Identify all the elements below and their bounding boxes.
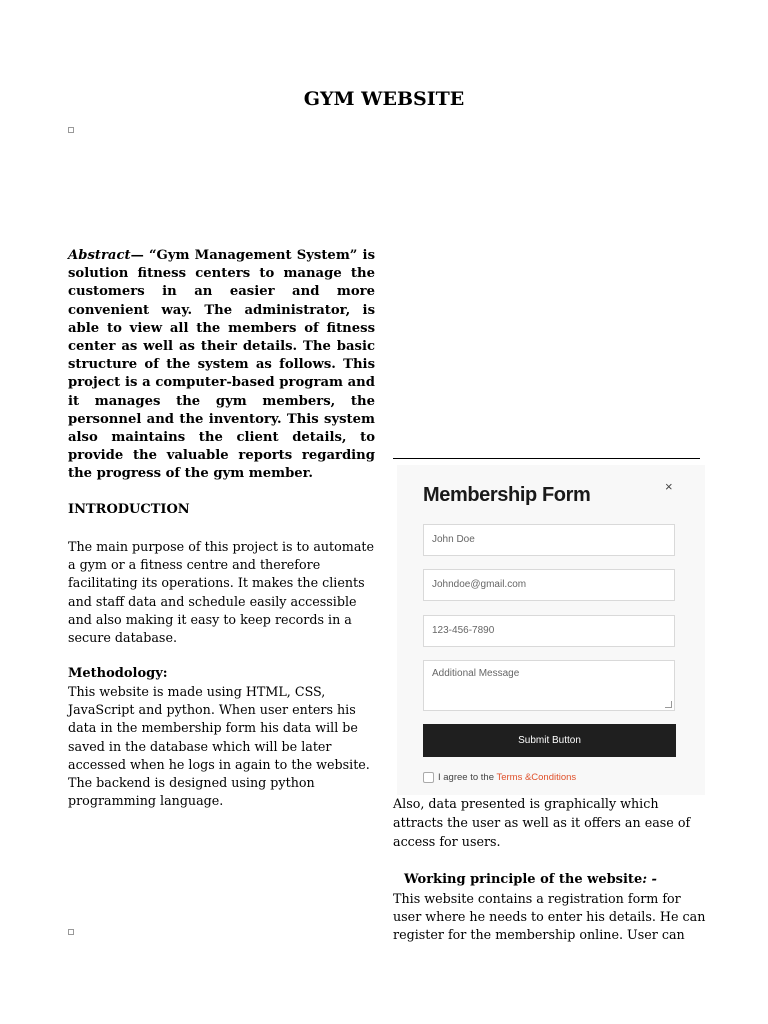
name-input[interactable] — [423, 524, 675, 556]
message-textarea[interactable] — [423, 660, 675, 711]
phone-input[interactable] — [423, 615, 675, 647]
bullet-marker-bottom — [68, 929, 74, 935]
email-input[interactable] — [423, 569, 675, 601]
methodology-text: This website is made using HTML, CSS, JavaScript and python. When user enters his data in the membership form his data will be saved in the database which will be later accessed when he logs in again to the website. The backend is designed using python programming language. — [68, 684, 370, 809]
horizontal-rule — [393, 458, 700, 459]
email-placeholder: Johndoe@gmail.com — [432, 579, 527, 590]
agree-checkbox[interactable] — [423, 772, 434, 783]
introduction-heading: INTRODUCTION — [68, 502, 190, 517]
close-icon[interactable]: × — [665, 479, 673, 494]
working-principle-heading — [404, 872, 657, 887]
methodology-heading: Methodology: — [68, 666, 168, 681]
abstract-text: — “Gym Management System” is solution fitness centers to manage the customers in an easier and more convenient way. The administrator, is able to view all the members of fitness center as well as their details. The basic structure of the system as follows. This project is a computer-based program and it manages the gym members, the personnel and the inventory. This system also maintains the client details, to provide the valuable reports regarding the progress of the gym member. — [68, 248, 375, 482]
message-placeholder: Additional Message — [432, 668, 520, 679]
introduction-text: The main purpose of this project is to automate a gym or a fitness centre and therefore facilitating its operations. It makes the clients and staff data and schedule easily accessible and also making it easy to keep records in a secure database. — [68, 539, 374, 646]
page-title: GYM WEBSITE — [303, 88, 465, 110]
agree-text: I agree to the — [438, 772, 497, 783]
phone-placeholder: 123-456-7890 — [432, 625, 495, 636]
submit-button[interactable]: Submit Button — [423, 724, 676, 757]
working-principle-heading-suffix: : - — [642, 872, 657, 887]
name-placeholder: John Doe — [432, 534, 475, 545]
abstract-lead: Abstract — [68, 248, 131, 263]
abstract-paragraph — [68, 247, 375, 484]
resize-handle-icon[interactable] — [665, 701, 672, 708]
bullet-marker-top — [68, 127, 74, 133]
working-principle-text: This website contains a registration form for user where he needs to enter his details. He can register for the membership online. User can — [393, 891, 706, 943]
terms-link[interactable]: Terms &Conditions — [496, 772, 577, 783]
working-principle-heading-text: Working principle of the website — [404, 872, 643, 887]
membership-form-figure — [397, 465, 705, 795]
membership-form-title: Membership Form — [423, 484, 591, 506]
also-text: Also, data presented is graphically which attracts the user as well as it offers an ease of access for users. — [393, 796, 691, 849]
agree-label — [438, 772, 576, 783]
